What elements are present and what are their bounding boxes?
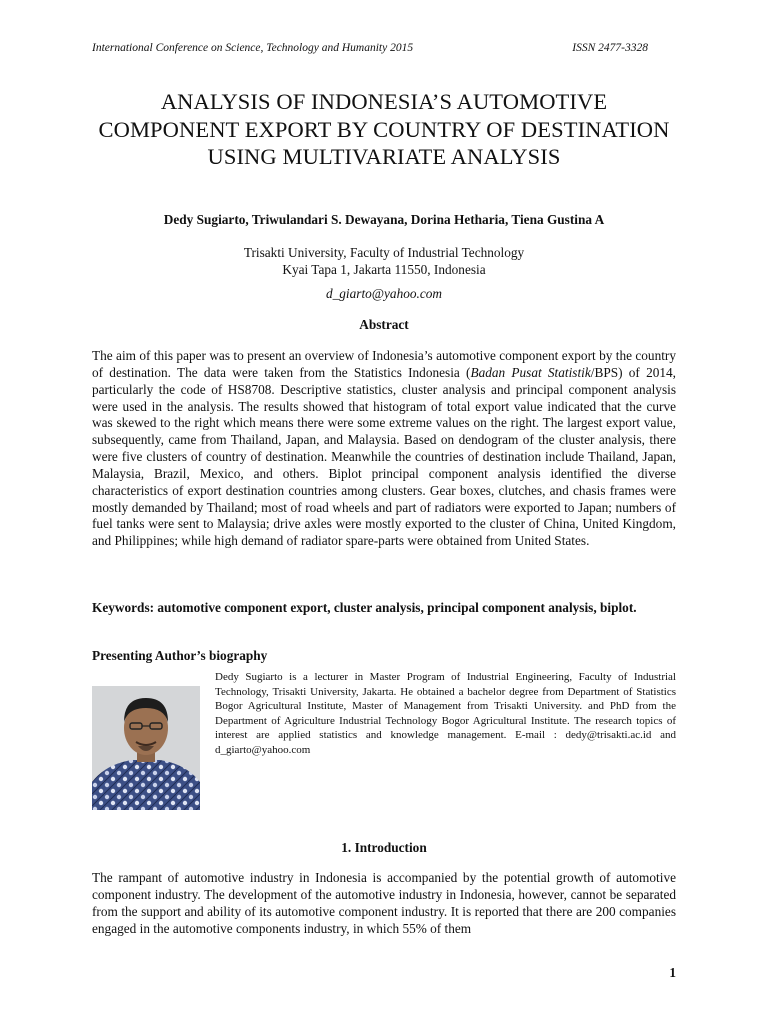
- contact-email: d_giarto@yahoo.com: [325, 286, 442, 301]
- abstract-text-part1: The aim of this paper was to present an overview of Indonesia’s automotive component export by the country of destination. The data were taken from the Statistics Indonesia (: [92, 348, 676, 380]
- page-number: 1: [669, 965, 676, 980]
- conference-name: International Conference on Science, Technology and Humanity 2015: [92, 42, 414, 54]
- abstract-text-italic: Badan Pusat Statistik: [470, 364, 591, 380]
- introduction-text: The rampant of automotive industry in Indonesia is accompanied by the potential growth of automotive component industry. The development of the automotive industry in Indonesia, however, cannot be separated from the support and ability of its automotive component industry. It is reported that there are 200 companies engaged in the automotive components industry, in which 55% of them: [92, 870, 676, 936]
- running-header: [92, 42, 648, 58]
- abstract-text-part2: /BPS) of 2014, particularly the code of HS8708. Descriptive statistics, cluster analysis and principal component analysis were used in the analysis. The results showed that histogram of total export value indicated that the curve was skewed to the right which means there were some extreme values on the right. The largest export value, subsequently, came from Thailand, Japan, and Malaysia. Based on dendogram of the cluster analysis, there were five clusters of country of destination. Meanwhile the countries of destination include Thailand, Japan, Malaysia, Brazil, Mexico, and others. Biplot principal component analysis identified the diverse characteristics of export destination countries among clusters. Gear boxes, clutches, and chasis frames were mostly demanded by Thailand; most of road wheels and part of radiators were exported to Japan; numbers of fuel tanks were sent to Malaysia; drive axles were mostly exported to the cluster of China, United Kingdom, and Philippines; while high demand of radiator spare-parts were obtained from United States.: [92, 364, 676, 549]
- abstract-heading: Abstract: [359, 317, 409, 332]
- paper-title: ANALYSIS OF INDONESIA’S AUTOMOTIVE COMPONENT EXPORT BY COUNTRY OF DESTINATION USING MULTIVARIATE ANALYSIS: [98, 89, 670, 169]
- author-list: Dedy Sugiarto, Triwulandari S. Dewayana, Dorina Hetharia, Tiena Gustina A: [163, 212, 605, 227]
- affiliation: [92, 244, 676, 278]
- biography-text: Dedy Sugiarto is a lecturer in Master Program of Industrial Engineering, Faculty of Industrial Technology, Trisakti University, Jakarta. He obtained a bachelor degree from Department of Statistics Bogor Agricultural Institute, Master of Management from Trisakti University. and PhD from the Department of Agriculture Industrial Technology Bogor Agricultural Institute. The research topics of interest are applied statistics and knowledge management. E-mail : dedy@trisakti.ac.id and d_giarto@yahoo.com: [215, 671, 676, 756]
- issn: ISSN 2477-3328: [572, 42, 648, 54]
- affiliation-line-1: Trisakti University, Faculty of Industrial Technology: [243, 245, 525, 260]
- keywords: Keywords: automotive component export, cluster analysis, principal component analysis, biplot.: [92, 600, 637, 615]
- section-heading-introduction: 1. Introduction: [341, 840, 427, 855]
- biography-heading: Presenting Author’s biography: [92, 648, 268, 663]
- abstract-text: [92, 348, 676, 550]
- affiliation-line-2: Kyai Tapa 1, Jakarta 11550, Indonesia: [282, 262, 486, 277]
- author-photo: [92, 686, 200, 810]
